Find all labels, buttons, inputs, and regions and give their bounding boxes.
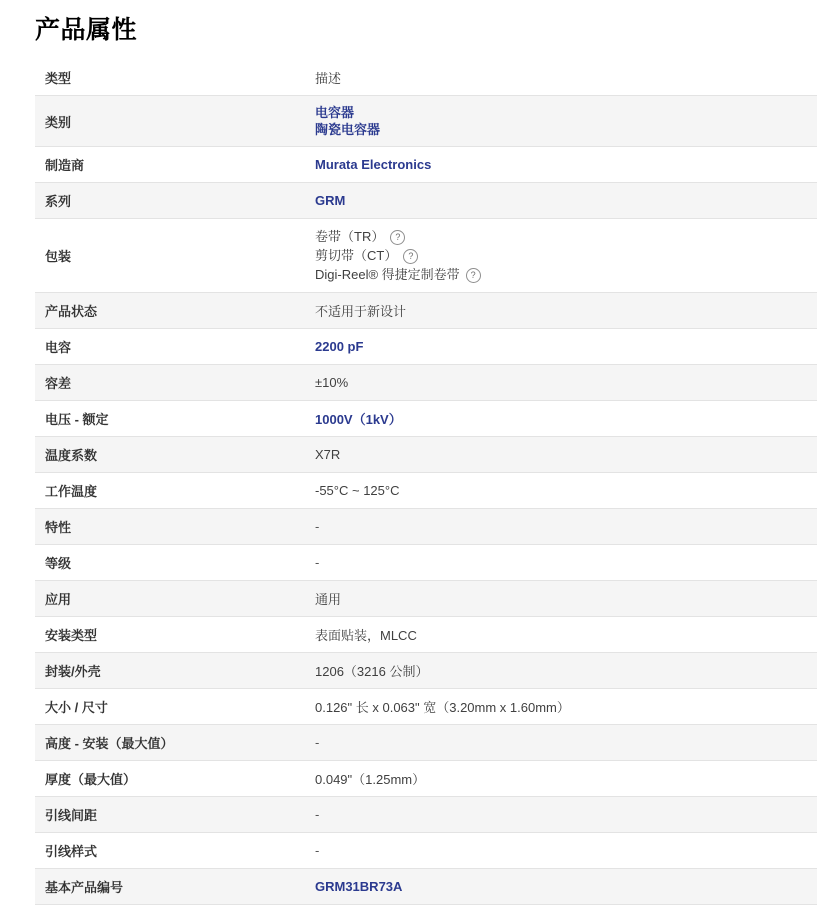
attribute-label: 安装类型 xyxy=(45,628,98,643)
table-row xyxy=(35,869,817,905)
question-mark-circle-icon[interactable]: ? xyxy=(390,230,405,245)
table-row xyxy=(35,293,817,329)
page-title: 产品属性 xyxy=(35,16,138,44)
table-row xyxy=(35,797,817,833)
packaging-option xyxy=(315,246,809,265)
table-row xyxy=(35,761,817,797)
table-row xyxy=(35,473,817,509)
attribute-label: 大小 / 尺寸 xyxy=(45,700,108,715)
attribute-value xyxy=(305,581,817,617)
attribute-value-link[interactable]: 2200 pF xyxy=(315,339,364,354)
attribute-value-text: - xyxy=(315,807,320,822)
attribute-value xyxy=(305,401,817,437)
attribute-value xyxy=(305,293,817,329)
table-row xyxy=(35,365,817,401)
attribute-value-text: 表面贴装，MLCC xyxy=(315,628,417,643)
attribute-label: 类别 xyxy=(45,114,72,130)
column-header-type: 类型 xyxy=(45,71,72,86)
attribute-value xyxy=(305,365,817,401)
table-row xyxy=(35,509,817,545)
packaging-option-label: Digi-Reel® 得捷定制卷带 xyxy=(315,267,460,282)
attribute-value-text: 1206（3216 公制） xyxy=(315,664,429,679)
attribute-value-text: 0.126" 长 x 0.063" 宽（3.20mm x 1.60mm） xyxy=(315,700,570,715)
table-body xyxy=(35,60,817,905)
attribute-value-text: X7R xyxy=(315,447,341,462)
attribute-value xyxy=(305,509,817,545)
attribute-value-link[interactable]: 1000V（1kV） xyxy=(315,412,402,427)
table-row xyxy=(35,545,817,581)
attribute-value xyxy=(305,833,817,869)
attribute-value xyxy=(305,869,817,905)
attribute-value xyxy=(305,219,817,293)
attribute-label: 高度 - 安装（最大值） xyxy=(45,736,174,751)
attribute-value xyxy=(305,545,817,581)
table-row xyxy=(35,653,817,689)
attribute-value xyxy=(305,617,817,653)
attribute-label: 厚度（最大值） xyxy=(45,772,137,787)
attribute-label: 等级 xyxy=(45,556,72,571)
attribute-label: 温度系数 xyxy=(45,448,98,463)
attribute-label: 工作温度 xyxy=(45,484,98,499)
table-row xyxy=(35,219,817,293)
table-row xyxy=(35,581,817,617)
packaging-option xyxy=(315,227,809,246)
attribute-label: 应用 xyxy=(45,592,72,607)
table-row xyxy=(35,147,817,183)
attribute-label: 包装 xyxy=(45,249,72,264)
attribute-value xyxy=(305,473,817,509)
table-row xyxy=(35,401,817,437)
attribute-value-link[interactable]: 电容器 xyxy=(315,105,355,120)
attribute-value xyxy=(305,797,817,833)
question-mark-circle-icon[interactable]: ? xyxy=(466,268,481,283)
table-row xyxy=(35,96,817,147)
attribute-value xyxy=(305,437,817,473)
attribute-label: 容差 xyxy=(45,376,72,391)
attribute-label: 基本产品编号 xyxy=(45,880,124,895)
attribute-value-text: 0.049"（1.25mm） xyxy=(315,772,426,787)
attribute-value-text: 通用 xyxy=(315,592,342,607)
attribute-value-link[interactable]: 陶瓷电容器 xyxy=(315,122,381,137)
product-attributes-page xyxy=(0,10,818,905)
attribute-value-text: 不适用于新设计 xyxy=(315,304,407,319)
table-row xyxy=(35,329,817,365)
packaging-option-label: 卷带（TR） xyxy=(315,229,385,244)
packaging-option xyxy=(315,265,809,284)
attribute-value-text: - xyxy=(315,519,320,534)
attribute-label: 产品状态 xyxy=(45,304,98,319)
attribute-value-text: -55°C ~ 125°C xyxy=(315,483,400,498)
attribute-label: 系列 xyxy=(45,194,72,209)
attribute-label: 引线样式 xyxy=(45,844,98,859)
attribute-label: 电容 xyxy=(45,340,72,355)
attribute-value xyxy=(305,653,817,689)
packaging-option-label: 剪切带（CT） xyxy=(315,248,398,263)
question-mark-circle-icon[interactable]: ? xyxy=(403,249,418,264)
attribute-value xyxy=(305,147,817,183)
attribute-value-text: - xyxy=(315,843,320,858)
attribute-label: 特性 xyxy=(45,520,72,535)
table-row xyxy=(35,833,817,869)
table-row xyxy=(35,617,817,653)
attribute-label: 引线间距 xyxy=(45,808,98,823)
attribute-value xyxy=(305,329,817,365)
attribute-label: 电压 - 额定 xyxy=(45,412,109,427)
table-row xyxy=(35,725,817,761)
attribute-value xyxy=(305,725,817,761)
table-row xyxy=(35,437,817,473)
column-header-description: 描述 xyxy=(315,71,342,86)
attribute-value xyxy=(305,761,817,797)
attribute-label: 封装/外壳 xyxy=(45,664,101,679)
attribute-value-text: - xyxy=(315,555,320,570)
attribute-value-text: ±10% xyxy=(315,375,349,390)
attribute-value xyxy=(305,689,817,725)
attribute-value-link[interactable]: Murata Electronics xyxy=(315,157,432,172)
table-row xyxy=(35,183,817,219)
product-attributes-table xyxy=(35,60,817,905)
table-header-row xyxy=(35,60,817,96)
attribute-value-text: - xyxy=(315,735,320,750)
attribute-label: 制造商 xyxy=(45,158,85,173)
attribute-value xyxy=(305,96,817,147)
table-row xyxy=(35,689,817,725)
attribute-value-link[interactable]: GRM xyxy=(315,193,346,208)
attribute-value xyxy=(305,183,817,219)
attribute-value-link[interactable]: GRM31BR73A xyxy=(315,879,403,894)
